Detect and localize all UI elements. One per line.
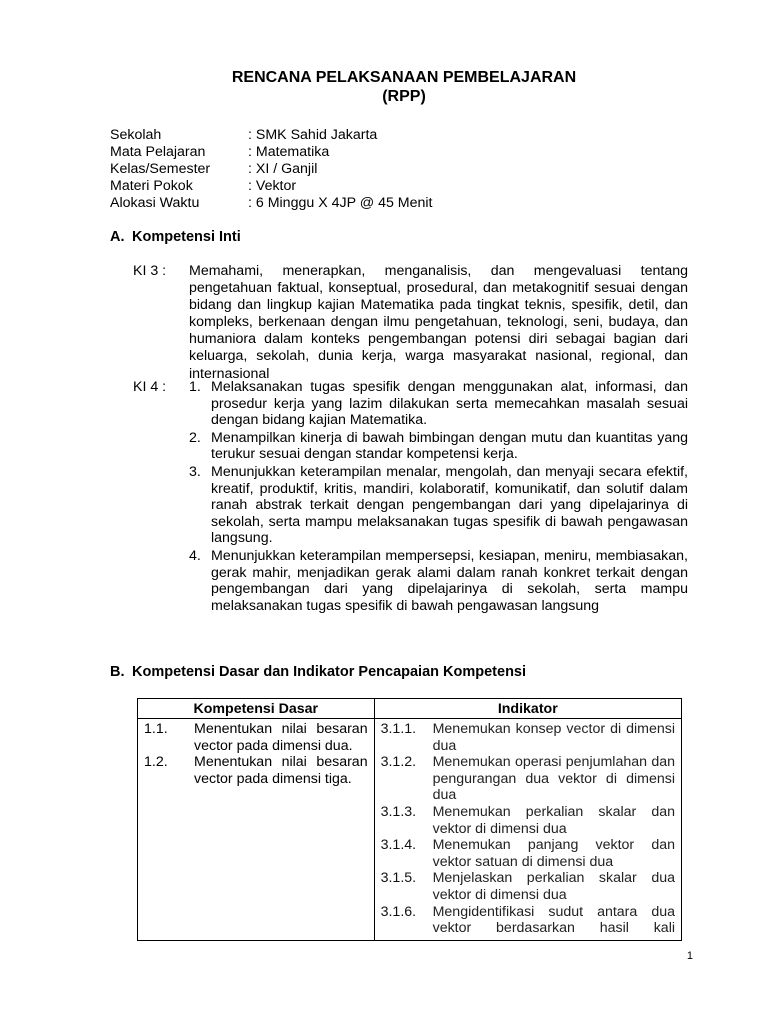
list-item	[189, 548, 688, 614]
list-item	[381, 870, 675, 903]
list-item	[144, 721, 368, 754]
list-text: Menemukan konsep vector di dimensi dua	[432, 721, 675, 754]
ki4-list	[189, 379, 688, 614]
list-number: 3.1.3.	[380, 803, 417, 820]
ki3-label: KI 3 :	[133, 263, 167, 279]
section-letter: B.	[110, 664, 125, 680]
list-text: Menjelaskan perkalian skalar dua vektor di dimensi dua	[432, 870, 675, 903]
identity-value: : SMK Sahid Jakarta	[248, 127, 378, 143]
list-text: Melaksanakan tugas spesifik dengan menggunakan alat, informasi, dan prosedur kerja yang lazim dilakukan serta memecahkan masalah sesuai dengan bidang kajian Matematika.	[211, 379, 688, 429]
section-title: Kompetensi Inti	[132, 229, 241, 245]
kompetensi-dasar-cell	[138, 719, 375, 941]
identity-row	[110, 161, 433, 178]
list-item	[381, 754, 675, 804]
list-number: 1.1.	[144, 721, 168, 737]
list-text: Menunjukkan keterampilan mempersepsi, kesiapan, meniru, membiasakan, gerak mahir, menjadikan gerak alami dalam ranah konkret terkait dengan pengembangan dari yang dipelajarinya di sekolah, serta mampu melaksanakan tugas spesifik di bawah pengawasan langsung	[211, 547, 688, 614]
identity-row	[110, 178, 433, 195]
identity-block	[110, 127, 433, 212]
list-text: Menentukan nilai besaran vector pada dimensi tiga.	[194, 754, 368, 787]
list-item	[381, 721, 675, 754]
identity-value: : Vektor	[248, 178, 297, 195]
list-item	[381, 904, 675, 937]
list-number: 1.	[189, 379, 201, 395]
ki3-block	[133, 263, 688, 383]
list-item	[144, 754, 368, 787]
table-row	[138, 719, 682, 941]
list-text: Menentukan nilai besaran vector pada dimensi dua.	[194, 721, 368, 754]
list-number: 3.1.6.	[380, 903, 417, 920]
list-item	[381, 804, 675, 837]
list-item	[189, 379, 688, 429]
section-b-heading	[110, 664, 526, 680]
list-item	[189, 464, 688, 547]
document-subtitle: (RPP)	[382, 88, 426, 105]
document-title: RENCANA PELAKSANAAN PEMBELAJARAN	[231, 69, 577, 86]
list-item	[189, 430, 688, 463]
ki3-text: Memahami, menerapkan, menganalisis, dan mengevaluasi tentang pengetahuan faktual, konseptual, prosedural, dan metakognitif sesuai dengan bidang dan lingkup kajian Matematika pada tingkat teknis, spesifik, detil, dan kompleks, berkenaan dengan ilmu pengetahuan, teknologi, seni, budaya, dan humaniora dalam konteks pengembangan potensi diri sebagai bagian dari keluarga, sekolah, dunia kerja, warga masyarakat nasional, regional, dan internasional	[189, 263, 688, 382]
list-number: 3.1.1.	[380, 721, 417, 737]
identity-row	[110, 195, 433, 212]
list-item	[381, 837, 675, 870]
list-text: Menunjukkan keterampilan menalar, mengolah, dan menyaji secara efektif, kreatif, produktif, kritis, mandiri, kolaboratif, komunikatif, dan solutif dalam ranah abstrak terkait dengan pengembangan dari yang dipelajarinya di sekolah, serta mampu melaksanakan tugas spesifik di bawah pengawasan langsung.	[211, 463, 688, 547]
identity-label: Sekolah	[110, 127, 162, 143]
page-number: 1	[686, 950, 693, 962]
list-text: Menemukan operasi penjumlahan dan pengurangan dua vektor di dimensi dua	[432, 754, 675, 804]
identity-label: Kelas/Semester	[110, 161, 211, 178]
list-number: 2.	[189, 429, 201, 446]
section-a-heading	[110, 229, 241, 245]
ki4-label: KI 4 :	[133, 379, 167, 395]
identity-value: : Matematika	[248, 144, 330, 161]
indikator-cell	[374, 719, 681, 941]
list-text: Menemukan panjang vektor dan vektor satuan di dimensi dua	[432, 837, 675, 870]
list-text: Menampilkan kinerja di bawah bimbingan dengan mutu dan kuantitas yang terukur sesuai dengan standar kompetensi kerja.	[211, 429, 688, 463]
identity-value: : XI / Ganjil	[248, 161, 318, 178]
table-header-row	[138, 699, 682, 719]
list-number: 4.	[189, 547, 201, 564]
identity-row	[110, 127, 433, 144]
list-text: Menemukan perkalian skalar dan vektor di dimensi dua	[432, 803, 675, 837]
ki4-block	[133, 379, 688, 615]
identity-label: Alokasi Waktu	[110, 195, 200, 212]
list-number: 1.2.	[144, 754, 168, 771]
section-letter: A.	[110, 229, 125, 245]
list-number: 3.1.4.	[380, 837, 417, 854]
identity-row	[110, 144, 433, 161]
identity-label: Mata Pelajaran	[110, 144, 206, 161]
table-header: Kompetensi Dasar	[138, 699, 375, 719]
list-number: 3.1.2.	[380, 754, 417, 771]
list-number: 3.	[189, 463, 201, 480]
identity-value: : 6 Minggu X 4JP @ 45 Menit	[248, 195, 433, 212]
competency-table	[137, 698, 682, 941]
identity-label: Materi Pokok	[110, 178, 193, 195]
list-number: 3.1.5.	[380, 870, 417, 887]
table-header: Indikator	[374, 699, 681, 719]
list-text: Mengidentifikasi sudut antara dua vektor berdasarkan hasil kali	[432, 903, 675, 937]
section-title: Kompetensi Dasar dan Indikator Pencapaian Kompetensi	[132, 664, 527, 680]
